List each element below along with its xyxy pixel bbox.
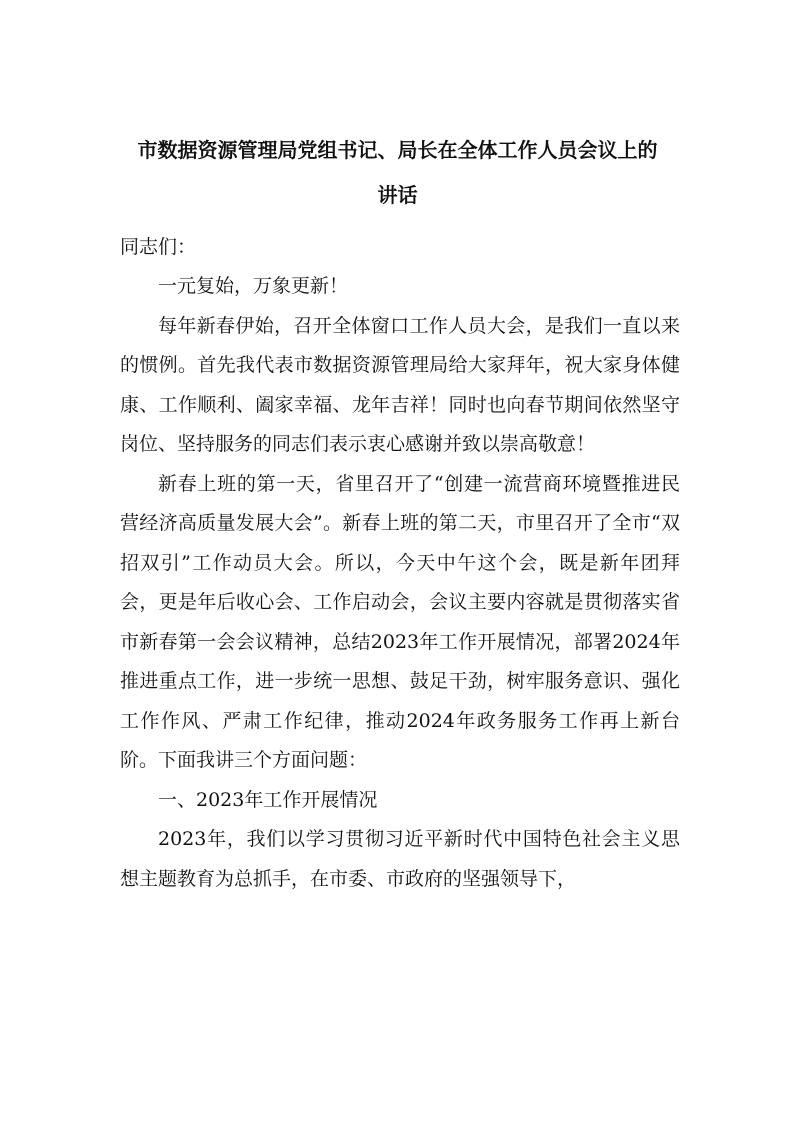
document-title-line-2: 讲话 — [377, 183, 418, 207]
document-body — [120, 267, 680, 899]
paragraph-greeting: 每年新春伊始，召开全体窗口工作人员大会，是我们一直以来的惯例。首先我代表市数据资源管理局给大家拜年，祝大家身体健康、工作顺利、阖家幸福、龙年吉祥！同时也向春节期间依然坚守岗位、坚持服务的同志们表示衷心感谢并致以崇高敬意！ — [120, 314, 680, 455]
paragraph-opening: 一元复始，万象更新！ — [158, 275, 349, 297]
document-title-line-1: 市数据资源管理局党组书记、局长在全体工作人员会议上的 — [137, 138, 658, 162]
section-heading-1: 一、2023年工作开展情况 — [158, 788, 378, 811]
salutation: 同志们： — [120, 236, 197, 258]
paragraph-2023-summary: 2023年，我们以学习贯彻习近平新时代中国特色社会主义思想主题教育为总抓手，在市委、市政府的坚强领导下， — [120, 828, 680, 890]
paragraph-context: 新春上班的第一天，省里召开了“创建一流营商环境暨推进民营经济高质量发展大会”。新春上班的第二天，市里召开了全市“双招双引”工作动员大会。所以，今天中午这个会，既是新年团拜会，更是年后收心会、工作启动会，会议主要内容就是贯彻落实省市新春第一会会议精神，总结2023年工作开展情况，部署2024年推进重点工作，进一步统一思想、鼓足干劲，树牢服务意识、强化工作作风、严肃工作纪律，推动2024年政务服务工作再上新台阶。下面我讲三个方面问题： — [120, 472, 680, 771]
